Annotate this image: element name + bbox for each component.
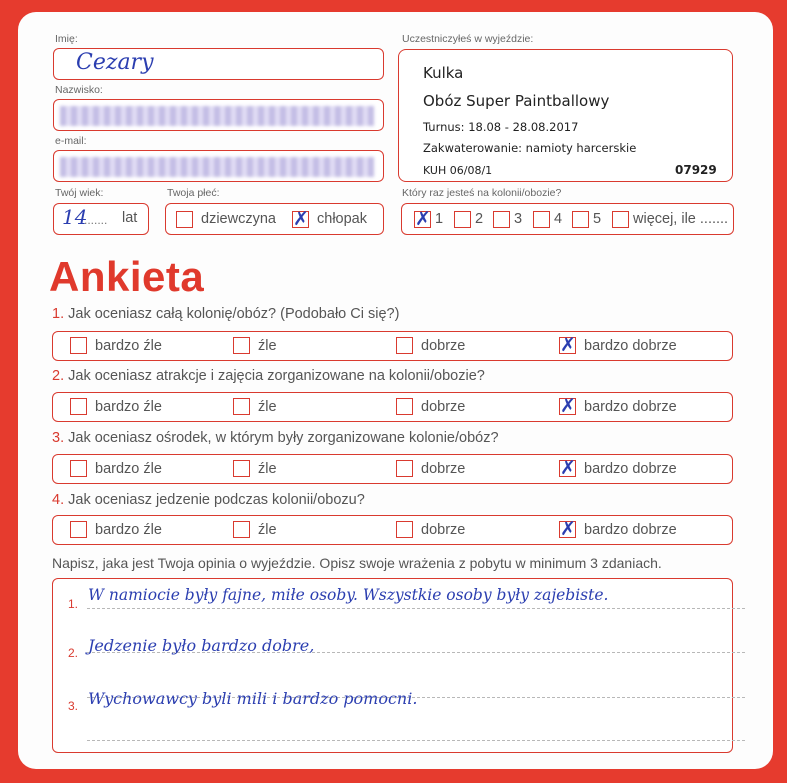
- times-option-2: 2: [475, 211, 484, 227]
- ruled-line: [87, 740, 745, 741]
- nazwisko-label: Nazwisko:: [55, 84, 103, 96]
- times-checkbox-1[interactable]: [414, 208, 431, 230]
- q2-option-zle: źle: [258, 399, 277, 415]
- q2-checkbox-zle[interactable]: [233, 398, 250, 415]
- q4-checkbox-dobrze[interactable]: [396, 521, 413, 538]
- q4-checkbox-bardzo-dobrze[interactable]: [559, 518, 576, 540]
- answer-handwritten-1: W namiocie były fajne, miłe osoby. Wszystkie osoby były zajebiste.: [88, 586, 609, 604]
- q3-option-dobrze: dobrze: [421, 461, 466, 477]
- ruled-line: [87, 608, 745, 609]
- imie-handwritten: Cezary: [76, 50, 154, 75]
- card-line1: Kulka: [423, 64, 464, 82]
- q1-checkbox-dobrze[interactable]: [396, 337, 413, 354]
- card-number: 07929: [675, 163, 717, 177]
- check-mark-icon: ✗: [293, 208, 309, 230]
- times-checkbox-3[interactable]: [493, 211, 510, 228]
- wiek-unit: lat: [122, 210, 138, 226]
- answer-row-1: [52, 331, 733, 361]
- q3-option-bardzo-dobrze: bardzo dobrze: [584, 461, 677, 477]
- times-checkbox-more[interactable]: [612, 211, 629, 228]
- answer-handwritten-2: Jedzenie było bardzo dobre,: [88, 636, 315, 655]
- survey-title: Ankieta: [49, 253, 205, 300]
- q1-option-bardzo-zle: bardzo źle: [95, 338, 162, 354]
- question-1: [52, 306, 399, 322]
- card-label: Uczestniczyłeś w wyjeździe:: [402, 33, 534, 45]
- q3-checkbox-dobrze[interactable]: [396, 460, 413, 477]
- imie-label: Imię:: [55, 33, 78, 45]
- q1-option-bardzo-dobrze: bardzo dobrze: [584, 338, 677, 354]
- plec-label: Twoja płeć:: [167, 187, 220, 199]
- q1-checkbox-bardzo-zle[interactable]: [70, 337, 87, 354]
- question-text: Jak oceniasz całą kolonię/obóz? (Podobało Ci się?): [68, 306, 400, 322]
- times-option-3: 3: [514, 211, 523, 227]
- answer-row-3: [52, 454, 733, 484]
- q3-checkbox-bardzo-dobrze[interactable]: [559, 457, 576, 479]
- question-number: 2.: [52, 368, 65, 384]
- q3-checkbox-bardzo-zle[interactable]: [70, 460, 87, 477]
- q4-option-zle: źle: [258, 522, 277, 538]
- question-number: 3.: [52, 430, 65, 446]
- answer-number-3: 3.: [68, 699, 79, 713]
- times-option-more: więcej, ile .......: [633, 211, 729, 227]
- q4-option-bardzo-zle: bardzo źle: [95, 522, 162, 538]
- card-turnus: Turnus: 18.08 - 28.08.2017: [423, 120, 579, 134]
- q3-option-zle: źle: [258, 461, 277, 477]
- card-line2: Obóz Super Paintballowy: [423, 92, 610, 110]
- wiek-dots: .......: [84, 213, 108, 227]
- answer-number-2: 2.: [68, 646, 79, 660]
- answer-row-2: [52, 392, 733, 422]
- q2-checkbox-bardzo-zle[interactable]: [70, 398, 87, 415]
- question-4: [52, 492, 365, 508]
- plec-option-chlopak: chłopak: [317, 211, 367, 227]
- trip-card: [398, 49, 733, 182]
- question-number: 1.: [52, 306, 65, 322]
- q4-option-dobrze: dobrze: [421, 522, 466, 538]
- check-mark-icon: ✗: [560, 518, 576, 540]
- check-mark-icon: ✗: [415, 208, 431, 230]
- imie-field[interactable]: [53, 48, 384, 80]
- question-text: Jak oceniasz jedzenie podczas kolonii/obozu?: [68, 492, 365, 508]
- q4-option-bardzo-dobrze: bardzo dobrze: [584, 522, 677, 538]
- answer-handwritten-3: Wychowawcy byli mili i bardzo pomocni.: [88, 689, 418, 708]
- answer-row-4: [52, 515, 733, 545]
- plec-checkbox-chlopak[interactable]: [292, 208, 309, 230]
- q2-checkbox-dobrze[interactable]: [396, 398, 413, 415]
- opinion-prompt: Napisz, jaka jest Twoja opinia o wyjeździe. Opisz swoje wrażenia z pobytu w minimum 3 zdaniach.: [52, 555, 662, 571]
- q1-option-zle: źle: [258, 338, 277, 354]
- plec-field: [165, 203, 384, 235]
- question-text: Jak oceniasz ośrodek, w którym były zorganizowane kolonie/obóz?: [68, 430, 499, 446]
- question-text: Jak oceniasz atrakcje i zajęcia zorganizowane na kolonii/obozie?: [68, 368, 485, 384]
- nazwisko-field[interactable]: [53, 99, 384, 131]
- card-code: KUH 06/08/1: [423, 164, 493, 177]
- times-checkbox-2[interactable]: [454, 211, 471, 228]
- times-checkbox-5[interactable]: [572, 211, 589, 228]
- q1-checkbox-zle[interactable]: [233, 337, 250, 354]
- q2-option-dobrze: dobrze: [421, 399, 466, 415]
- check-mark-icon: ✗: [560, 334, 576, 356]
- times-option-1: 1: [435, 211, 444, 227]
- q1-checkbox-bardzo-dobrze[interactable]: [559, 334, 576, 356]
- q3-option-bardzo-zle: bardzo źle: [95, 461, 162, 477]
- wiek-handwritten: 14: [62, 205, 88, 229]
- wiek-field[interactable]: [53, 203, 149, 235]
- email-label: e-mail:: [55, 135, 87, 147]
- times-checkbox-4[interactable]: [533, 211, 550, 228]
- check-mark-icon: ✗: [560, 457, 576, 479]
- answer-number-1: 1.: [68, 597, 79, 611]
- card-zakwaterowanie: Zakwaterowanie: namioty harcerskie: [423, 141, 637, 155]
- wiek-label: Twój wiek:: [55, 187, 104, 199]
- times-option-4: 4: [554, 211, 563, 227]
- q1-option-dobrze: dobrze: [421, 338, 466, 354]
- question-3: [52, 430, 499, 446]
- email-redacted: [60, 157, 374, 177]
- email-field[interactable]: [53, 150, 384, 182]
- times-option-5: 5: [593, 211, 602, 227]
- opinion-box[interactable]: [52, 578, 733, 753]
- nazwisko-redacted: [60, 106, 374, 126]
- times-label: Który raz jesteś na kolonii/obozie?: [402, 187, 562, 199]
- question-number: 4.: [52, 492, 65, 508]
- plec-checkbox-dziewczyna[interactable]: [176, 211, 193, 228]
- question-2: [52, 368, 485, 384]
- q2-checkbox-bardzo-dobrze[interactable]: [559, 395, 576, 417]
- plec-option-dziewczyna: dziewczyna: [201, 211, 276, 227]
- q2-option-bardzo-zle: bardzo źle: [95, 399, 162, 415]
- q4-checkbox-zle[interactable]: [233, 521, 250, 538]
- q4-checkbox-bardzo-zle[interactable]: [70, 521, 87, 538]
- check-mark-icon: ✗: [560, 395, 576, 417]
- q3-checkbox-zle[interactable]: [233, 460, 250, 477]
- q2-option-bardzo-dobrze: bardzo dobrze: [584, 399, 677, 415]
- times-field: [401, 203, 734, 235]
